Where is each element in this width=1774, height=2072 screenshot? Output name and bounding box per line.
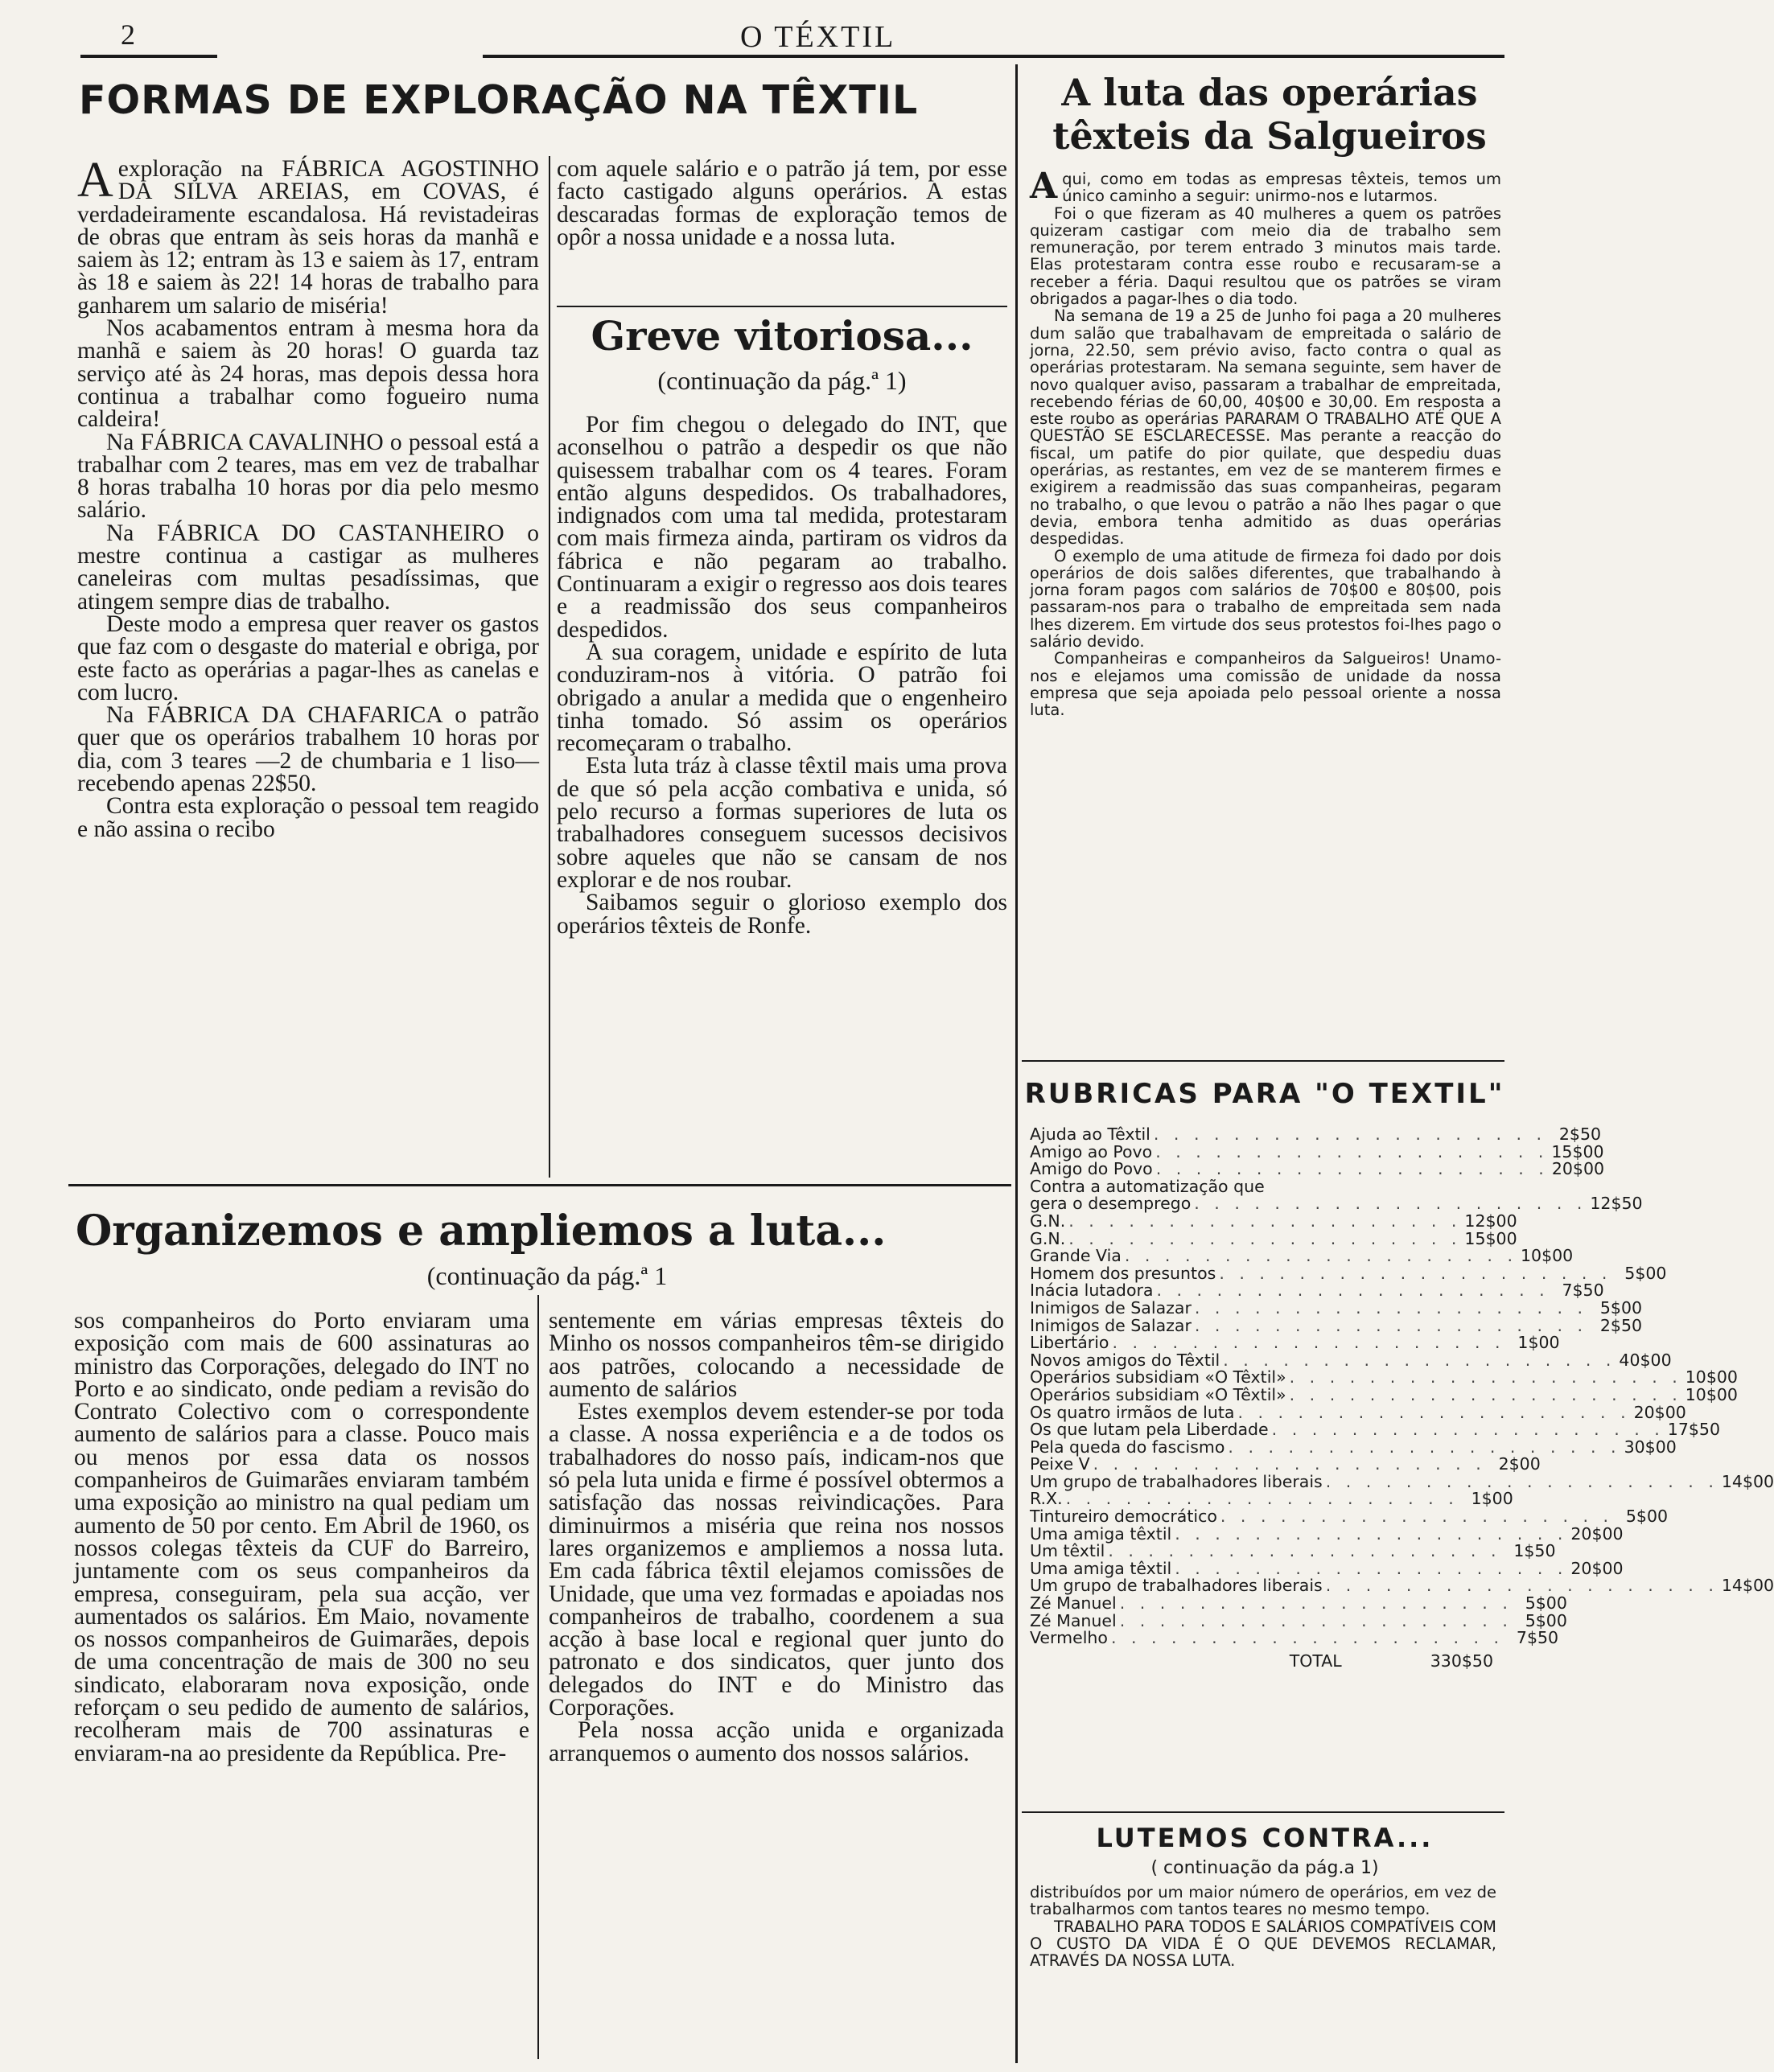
donation-amount: 1$50 [1513,1541,1556,1561]
donation-amount: 2$50 [1599,1315,1643,1335]
leader-dots: . . . . . . . . . . . . . . . . . . . . [1110,1628,1504,1648]
paragraph: sos companheiros do Porto enviaram uma exposição com mais de 600 assinaturas ao ministro das Corporações, delegado do INT no Porto e ao sindicato, onde pediam a revisão do Contrato Colectivo com o correspondente aumento de salários para a classe. Pouco mais ou menos por essa data os nossos companheiros de Guimarães enviaram também uma exposição ao ministro na qual pediam um aumento de 50 por cento. Em Abril de 1960, os nossos colegas têxteis da CUF do Barreiro, juntamente com os seus companheiros da empresa, conseguiram, pela sua acção, ver aumentados os salários. Em Maio, novamente os nossos companheiros de Guimarães, depois de uma concentração de mais de 300 no seu sindicato, elaboraram nova exposição, onde reforçam o seu pedido de aumento de salários, recolheram mais de 700 assinaturas e enviaram-na ao presidente da República. Pre- [74,1308,529,1766]
donation-name: Vermelho [1030,1628,1108,1648]
leader-dots: . . . . . . . . . . . . . . . . . . . . [1065,1489,1459,1509]
donation-amount: 5$00 [1525,1610,1567,1630]
donation-entry [1030,1350,1672,1370]
paragraph: Estes exemplos devem estender-se por toda a classe. A nossa experiência e a de todos os trabalhadores do nosso país, indicam-nos que só pela luta unida e firme é possível obtermos a satisfação das nossas reivindicações. Para diminuirmos a miséria que reina nos nossos lares organizemos e ampliemos a nossa luta. Em cada fábrica têxtil elejamos comissões de Unidade, que uma vez formadas e apoiadas nos companheiros de trabalho, coordenem a sua acção à base local e regional quer junto do patronato e dos sindicatos, quer junto dos delegados do INT e do Ministro das Corporações. [549,1399,1004,1721]
donation-amount: 10$00 [1685,1384,1738,1404]
paragraph: Deste modo a empresa quer reaver os gastos que faz com o desgaste do material e obriga, por este facto as operárias a pagar-lhes as canelas e com lucro. [77,610,539,705]
donation-name: Contra a automatização que [1030,1176,1265,1196]
page-number: 2 [121,18,135,51]
donation-entry [1030,1178,1493,1196]
donation-name: Grande Via [1030,1246,1122,1266]
donation-entry [1030,1159,1605,1179]
donation-name: G.N. [1030,1228,1066,1248]
article-formas-column-1 [77,153,539,842]
donation-name: Zé Manuel [1030,1610,1117,1630]
donation-name: Peixe V [1030,1454,1090,1474]
donation-name: Uma amiga têxtil [1030,1523,1172,1544]
leader-dots: . . . . . . . . . . . . . . . . . . . . [1155,1141,1549,1161]
leader-dots: . . . . . . . . . . . . . . . . . . . . [1119,1593,1513,1614]
leader-dots: . . . . . . . . . . . . . . . . . . . . [1156,1281,1550,1301]
leader-dots: . . . . . . . . . . . . . . . . . . . . [1112,1333,1505,1353]
donation-entry [1030,1507,1669,1527]
donation-name: R.X. [1030,1489,1063,1509]
paragraph: Por fim chegou o delegado do INT, que aconselhou o patrão a despedir os que não quisessem trabalhar com os 4 teares. Foram então alguns despedidos. Os trabalhadores, indignados com uma tal medida, protestaram com mais firmeza ainda, partiram os vidros da fábrica e não pegaram ao trabalho. Continuaram a exigir o regresso aos dois teares e a readmissão dos seus companheiros despedidos. [557,412,1007,643]
donation-entry [1030,1558,1624,1578]
donation-name: Ajuda ao Têxtil [1030,1124,1150,1144]
donation-amount: 5$00 [1599,1297,1643,1318]
donation-amount: 1$00 [1471,1489,1513,1509]
paragraph: qui, como em todas as empresas têxteis, temos um único caminho a seguir: unirmo-nos e lutarmos. [1062,170,1501,206]
leader-dots: . . . . . . . . . . . . . . . . . . . . [1068,1228,1462,1248]
donation-name: Inimigos de Salazar [1030,1297,1192,1318]
leader-dots: . . . . . . . . . . . . . . . . . . . . [1228,1437,1621,1457]
paragraph: Contra esta exploração o pessoal tem reagido e não assina o recibo [77,793,539,842]
donation-entry [1030,1333,1560,1353]
section-rule [68,1184,1011,1186]
donation-amount: 2$00 [1498,1454,1541,1474]
leader-dots: . . . . . . . . . . . . . . . . . . . . [1223,1350,1616,1370]
total-amount: 330$50 [1430,1651,1493,1671]
donation-entry [1030,1489,1513,1509]
donation-amount [1442,1178,1493,1196]
donation-entry [1030,1628,1559,1648]
donation-amount: 14$00 [1721,1471,1774,1491]
donation-amount: 20$00 [1633,1402,1686,1422]
paragraph: O exemplo de uma atitude de firmeza foi dado por dois operários de dois salões diferentes, que trabalhando à jorna foram pagos com salários de 70$00 e 80$00, pois passaram-nos para o trabalho de empreitada sem nada lhes dizerem. Em virtude dos seus protestos foi-lhes pago o salário devido. [1030,546,1501,652]
paragraph: Companheiras e companheiros da Salgueiros! Unamo-nos e elejamos uma comissão de unidade da nossa empresa que seja apoiada pelo pessoal oriente a nossa luta. [1030,649,1501,720]
leader-dots: . . . . . . . . . . . . . . . . . . . . [1194,1194,1587,1214]
leader-dots: . . . . . . . . . . . . . . . . . . . . [1194,1297,1588,1318]
total-label: TOTAL [1289,1651,1342,1671]
donation-name: Os quatro irmãos de luta [1030,1402,1235,1422]
article-greve-body [557,413,1007,937]
donations-total [1030,1651,1493,1671]
leader-dots: . . . . . . . . . . . . . . . . . . . . [1237,1402,1631,1422]
leader-dots: . . . . . . . . . . . . . . . . . . . . [1194,1315,1588,1335]
donation-entry [1030,1281,1604,1301]
donation-name: Zé Manuel [1030,1593,1117,1614]
donation-entry [1030,1384,1738,1404]
leader-dots: . . . . . . . . . . . . . . . . . . . . [1325,1471,1718,1491]
donation-amount: 2$50 [1558,1124,1602,1144]
article-lutemos-title: LUTEMOS CONTRA... [1096,1823,1434,1853]
leader-dots: . . . . . . . . . . . . . . . . . . . . [1175,1523,1568,1544]
paragraph: A sua coragem, unidade e espírito de luta conduziram-nos à vitória. O patrão foi obrigado a anular a medida que o engenheiro tinha tomado. Só assim os operários recomeçaram o trabalho. [557,639,1007,757]
donation-entry [1030,1593,1567,1614]
donation-amount: 14$00 [1721,1576,1774,1596]
greve-rule [557,306,1007,307]
article-formas-title: FORMAS DE EXPLORAÇÃO NA TÊXTIL [79,77,919,123]
donation-amount: 40$00 [1619,1350,1672,1370]
donation-amount: 15$00 [1464,1228,1517,1248]
leader-dots: . . . . . . . . . . . . . . . . . . . . [1124,1246,1517,1266]
leader-dots: . . . . . . . . . . . . . . . . . . . . [1289,1367,1682,1388]
donation-amount: 30$00 [1624,1437,1677,1457]
donation-entry [1030,1297,1643,1318]
donation-entry [1030,1246,1574,1266]
donation-amount: 10$00 [1520,1246,1574,1266]
donation-amount: 7$50 [1516,1628,1559,1648]
leader-dots: . . . . . . . . . . . . . . . . . . . . [1155,1159,1549,1179]
paragraph: Saibamos seguir o glorioso exemplo dos operários têxteis de Ronfe. [557,890,1007,939]
donation-entry [1030,1263,1667,1283]
donation-entry [1030,1315,1643,1335]
donation-name: Um têxtil [1030,1541,1105,1561]
donation-name: Os que lutam pela Liberdade [1030,1420,1269,1440]
donation-entry [1030,1420,1721,1440]
article-organizemos-column-2 [549,1309,1004,1765]
dropcap: A [77,153,113,208]
donation-amount: 20$00 [1551,1159,1605,1179]
donation-name: gera o desemprego [1030,1194,1192,1214]
paragraph: sentemente em várias empresas têxteis do Minho os nossos companheiros têm-se dirigido aos patrões, colocando a necessidade de aumento de salários [549,1308,1004,1402]
donations-list [1030,1124,1774,1671]
header-rule-left [80,55,217,58]
donation-amount: 5$00 [1624,1263,1667,1283]
slogan: TRABALHO PARA TODOS E SALÁRIOS COMPATÍVEIS COM O CUSTO DA VIDA É O QUE DEVEMOS RECLAMAR, ATRAVÉS DA NOSSA LUTA. [1030,1917,1496,1971]
leader-dots: . . . . . . . . . . . . . . . . . . . . [1119,1610,1513,1630]
donation-amount: 5$00 [1525,1593,1567,1614]
article-organizemos-continuation: (continuação da pág.ª 1 [426,1261,668,1290]
salgueiros-rule [1022,1060,1504,1062]
article-organizemos-column-1 [74,1309,529,1765]
lutemos-rule [1022,1811,1504,1813]
donation-name: Libertário [1030,1333,1109,1353]
leader-dots [1265,1178,1442,1196]
article-formas-column-2 [557,158,1007,249]
leader-dots: . . . . . . . . . . . . . . . . . . . . [1219,1263,1612,1283]
donation-name: Uma amiga têxtil [1030,1558,1172,1578]
donation-entry [1030,1471,1774,1491]
donation-entry [1030,1194,1643,1214]
leader-dots: . . . . . . . . . . . . . . . . . . . . [1153,1124,1547,1144]
leader-dots: . . . . . . . . . . . . . . . . . . . . [1271,1420,1665,1440]
donation-name: Inimigos de Salazar [1030,1315,1192,1335]
donation-entry [1030,1576,1774,1596]
paragraph: Nos acabamentos entram à mesma hora da manhã e saiem às 20 horas! O guarda taz serviço até às 24 horas, mas depois dessa hora continua a trabalhar como fogueiro numa caldeira! [77,315,539,433]
donation-amount: 15$00 [1551,1141,1604,1161]
article-lutemos-body [1030,1884,1496,1969]
paragraph: com aquele salário e o patrão já tem, por esse facto castigado alguns operários. A estas descaradas formas de exploração temos de opôr a nossa unidade e a nossa luta. [557,156,1007,250]
article-salgueiros-title: A luta das operárias têxteis da Salgueiros [1052,71,1487,158]
donation-entry [1030,1211,1517,1231]
donation-amount: 17$50 [1667,1420,1721,1440]
paragraph: Na FÁBRICA DA CHAFARICA o patrão quer que os operários trabalhem 10 horas por dia, com 3 teares —2 de chumbaria e 1 liso— recebendo apenas 22$50. [77,702,539,797]
donation-name: Novos amigos do Têxtil [1030,1350,1220,1370]
paragraph: Na semana de 19 a 25 de Junho foi paga a 20 mulheres dum salão que trabalhavam de empreitada o salário de jorna, 22.50, sem prévio aviso, facto contra o qual as operárias protestaram. Na semana seguinte, sem haver de novo qualquer aviso, passaram a trabalhar de empreitada, recebendo férias de 60,00, 40$00 e 30,00. Em resposta a este roubo as operárias PARARAM O TRABALHO ATÉ QUE A QUESTÃO SE ESCLARECESSE. Mas perante a reacção do fiscal, um patife do pior quilate, que despediu duas operárias, as restantes, em vez de se manterem firmes e exigirem a readmissão das suas companheiras, pegaram no trabalho, o que levou o patrão a não lhes pagar o que devia, embora tenha admitido as duas operárias despedidas. [1030,306,1501,549]
donation-name: Inácia lutadora [1030,1281,1154,1301]
paragraph: Pela nossa acção unida e organizada arranquemos o aumento dos nossos salários. [549,1717,1004,1766]
donation-entry [1030,1454,1541,1474]
article-organizemos-title: Organizemos e ampliemos a luta... [76,1207,887,1256]
leader-dots: . . . . . . . . . . . . . . . . . . . . [1175,1558,1568,1578]
paragraph: exploração na FÁBRICA AGOSTINHO DA SILVA AREIAS, em COVAS, é verdadeiramente escandalosa. Há revistadeiras de obras que entram às seis horas da manhã e saiem às 12; entram às 13 e saiem às 17, entram às 18 e saiem às 22! 14 horas de trabalho para ganharem um salario de miséria! [77,156,539,319]
donation-name: Amigo do Povo [1030,1159,1153,1179]
donation-name: Tintureiro democrático [1030,1507,1217,1527]
article-greve-title: Greve vitoriosa... [591,312,973,360]
donation-name: G.N. [1030,1211,1066,1231]
column-rule-2 [1015,64,1018,2063]
donation-entry [1030,1523,1624,1544]
donation-name: Homem dos presuntos [1030,1263,1216,1283]
paragraph: Foi o que fizeram as 40 mulheres a quem os patrões quizeram castigar com meio dia de trabalho sem remuneração, por terem entrado 3 minutos mais tarde. Elas protestaram contra esse roubo e recusaram-se a receber a féria. Daqui resultou que os patrões se viram obrigados a pagar-lhes o dia todo. [1030,204,1501,309]
leader-dots: . . . . . . . . . . . . . . . . . . . . [1289,1384,1682,1404]
donation-amount: 12$50 [1590,1194,1643,1214]
donation-amount: 12$00 [1464,1211,1517,1231]
paragraph: Esta luta tráz à classe têxtil mais uma prova de que só pela acção combativa e unida, só pelo recurso a formas superiores de luta os trabalhadores conseguem sucessos decisivos sobre aqueles que não se cansam de nos explorar e de nos roubar. [557,753,1007,893]
dropcap: A [1030,166,1058,207]
leader-dots: . . . . . . . . . . . . . . . . . . . . [1325,1576,1718,1596]
donations-title: RUBRICAS PARA "O TEXTIL" [1024,1078,1505,1110]
donation-amount: 10$00 [1685,1367,1738,1388]
donation-entry [1030,1124,1602,1144]
donation-name: Um grupo de trabalhadores liberais [1030,1576,1323,1596]
header-rule-right [483,55,1504,58]
donation-entry [1030,1228,1517,1248]
donation-amount: 20$00 [1570,1558,1624,1578]
donation-name: Pela queda do fascismo [1030,1437,1225,1457]
article-lutemos-continuation: ( continuação da pág.a 1) [1150,1858,1379,1878]
donation-entry [1030,1437,1677,1457]
donation-entry [1030,1141,1604,1161]
donation-entry [1030,1402,1686,1422]
article-greve-continuation: (continuação da pág.ª 1) [657,366,907,395]
donation-amount: 1$00 [1517,1333,1560,1353]
leader-dots: . . . . . . . . . . . . . . . . . . . . [1068,1211,1462,1231]
leader-dots: . . . . . . . . . . . . . . . . . . . . [1220,1507,1614,1527]
article-salgueiros-body [1030,166,1501,720]
donation-name: Operários subsidiam «O Têxtil» [1030,1384,1286,1404]
column-rule-3 [537,1295,539,2059]
paragraph: distribuídos por um maior número de operários, em vez de trabalharmos com tantos teares no mesmo tempo. [1030,1883,1496,1919]
donation-amount: 7$50 [1562,1281,1604,1301]
donation-name: Operários subsidiam «O Têxtil» [1030,1367,1286,1388]
donation-name: Um grupo de trabalhadores liberais [1030,1471,1323,1491]
donation-amount: 5$00 [1625,1507,1669,1527]
paragraph: Na FÁBRICA CAVALINHO o pessoal está a trabalhar com 2 teares, mas em vez de trabalhar 8 horas trabalha 10 horas por dia pelo mesmo salário. [77,429,539,524]
paragraph: Na FÁBRICA DO CASTANHEIRO o mestre continua a castigar as mulheres caneleiras com multas pesadíssimas, que atingem sempre dias de trabalho. [77,520,539,615]
column-rule-1 [549,156,550,1178]
donation-entry [1030,1367,1738,1388]
donation-entry [1030,1541,1556,1561]
newspaper-name: O TÉXTIL [740,20,896,54]
donation-entry [1030,1610,1567,1630]
donation-name: Amigo ao Povo [1030,1141,1153,1161]
donation-amount: 20$00 [1570,1523,1624,1544]
leader-dots: . . . . . . . . . . . . . . . . . . . . [1093,1454,1486,1474]
leader-dots: . . . . . . . . . . . . . . . . . . . . [1108,1541,1501,1561]
